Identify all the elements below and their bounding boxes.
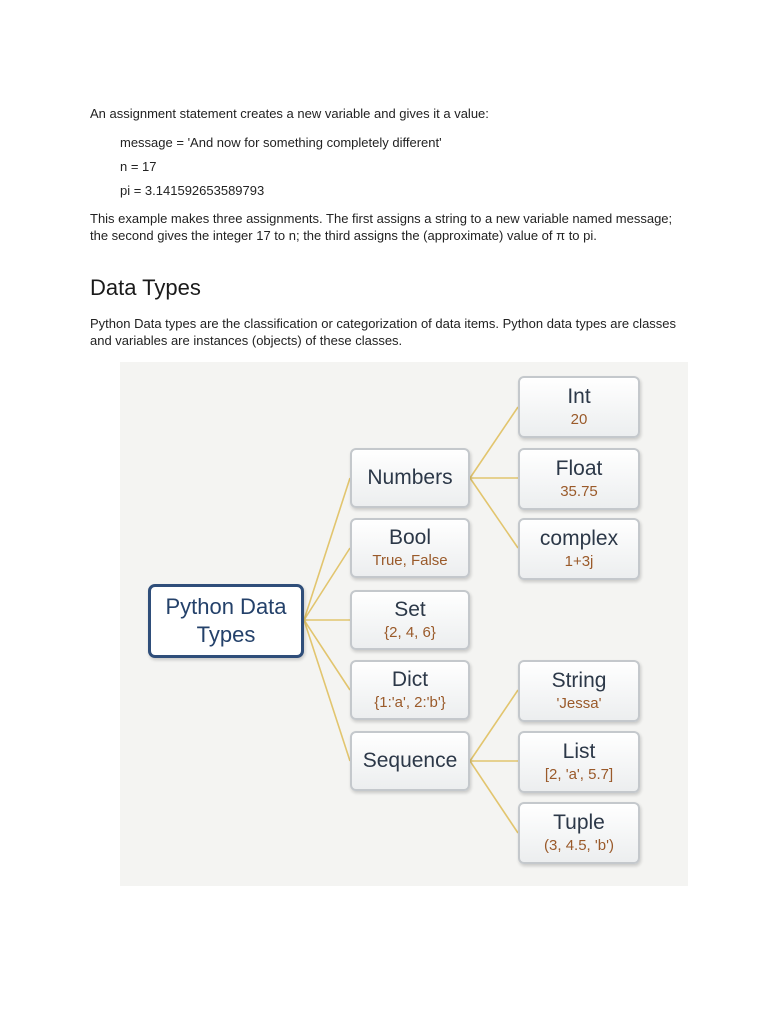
type-float (518, 448, 640, 510)
explanation-text: This example makes three assignments. The first assigns a string to a new variable named message; the second gives the integer 17 to n; the third assigns the (approximate) value of π to pi. (90, 211, 673, 243)
type-string (518, 660, 640, 722)
type-example: 20 (570, 411, 588, 428)
code-line-n: n = 17 (120, 159, 157, 174)
category-example: {1:'a', 2:'b'} (374, 694, 446, 711)
root-label-line2: Types (196, 622, 256, 647)
connector-root-numbers (304, 478, 350, 620)
type-complex (518, 518, 640, 580)
type-example: 'Jessa' (556, 695, 602, 712)
section-heading: Data Types (90, 275, 201, 300)
category-example: {2, 4, 6} (384, 624, 436, 641)
type-example: [2, 'a', 5.7] (544, 766, 614, 783)
category-bool (350, 518, 470, 578)
type-example: 35.75 (560, 483, 598, 500)
root-label-line1: Python Data (165, 594, 287, 619)
connector-root-dict (304, 620, 350, 690)
type-label: List (562, 740, 596, 763)
connector-root-bool (304, 548, 350, 620)
type-label: complex (539, 527, 619, 550)
connector-sequence-tuple (470, 761, 518, 833)
category-numbers (350, 448, 470, 508)
category-sequence (350, 731, 470, 791)
connector-numbers-complex (470, 478, 518, 548)
connector-numbers-int (470, 407, 518, 478)
category-label: Dict (391, 668, 429, 691)
connector-root-sequence (304, 620, 350, 761)
type-label: Tuple (553, 811, 605, 834)
category-label: Sequence (362, 749, 458, 772)
category-label: Bool (388, 526, 432, 549)
type-label: String (551, 669, 607, 692)
section-body: Python Data types are the classification or categorization of data items. Python data types are classes and variables are instances (objects) of these classes. (90, 316, 677, 348)
code-line-message: message = 'And now for something completely different' (120, 135, 442, 150)
root-box (148, 584, 304, 658)
type-list (518, 731, 640, 793)
type-label: Float (555, 457, 603, 480)
category-example: True, False (372, 552, 448, 569)
type-tuple (518, 802, 640, 864)
connector-sequence-string (470, 690, 518, 761)
intro-text: An assignment statement creates a new variable and gives it a value: (90, 106, 489, 121)
category-dict (350, 660, 470, 720)
data-types-diagram (120, 362, 688, 886)
type-example: (3, 4.5, 'b') (544, 837, 614, 854)
code-line-pi: pi = 3.141592653589793 (120, 183, 265, 198)
type-int (518, 376, 640, 438)
type-example: 1+3j (564, 553, 594, 570)
category-set (350, 590, 470, 650)
category-label: Set (394, 598, 426, 621)
category-label: Numbers (367, 466, 453, 489)
type-label: Int (567, 385, 591, 408)
